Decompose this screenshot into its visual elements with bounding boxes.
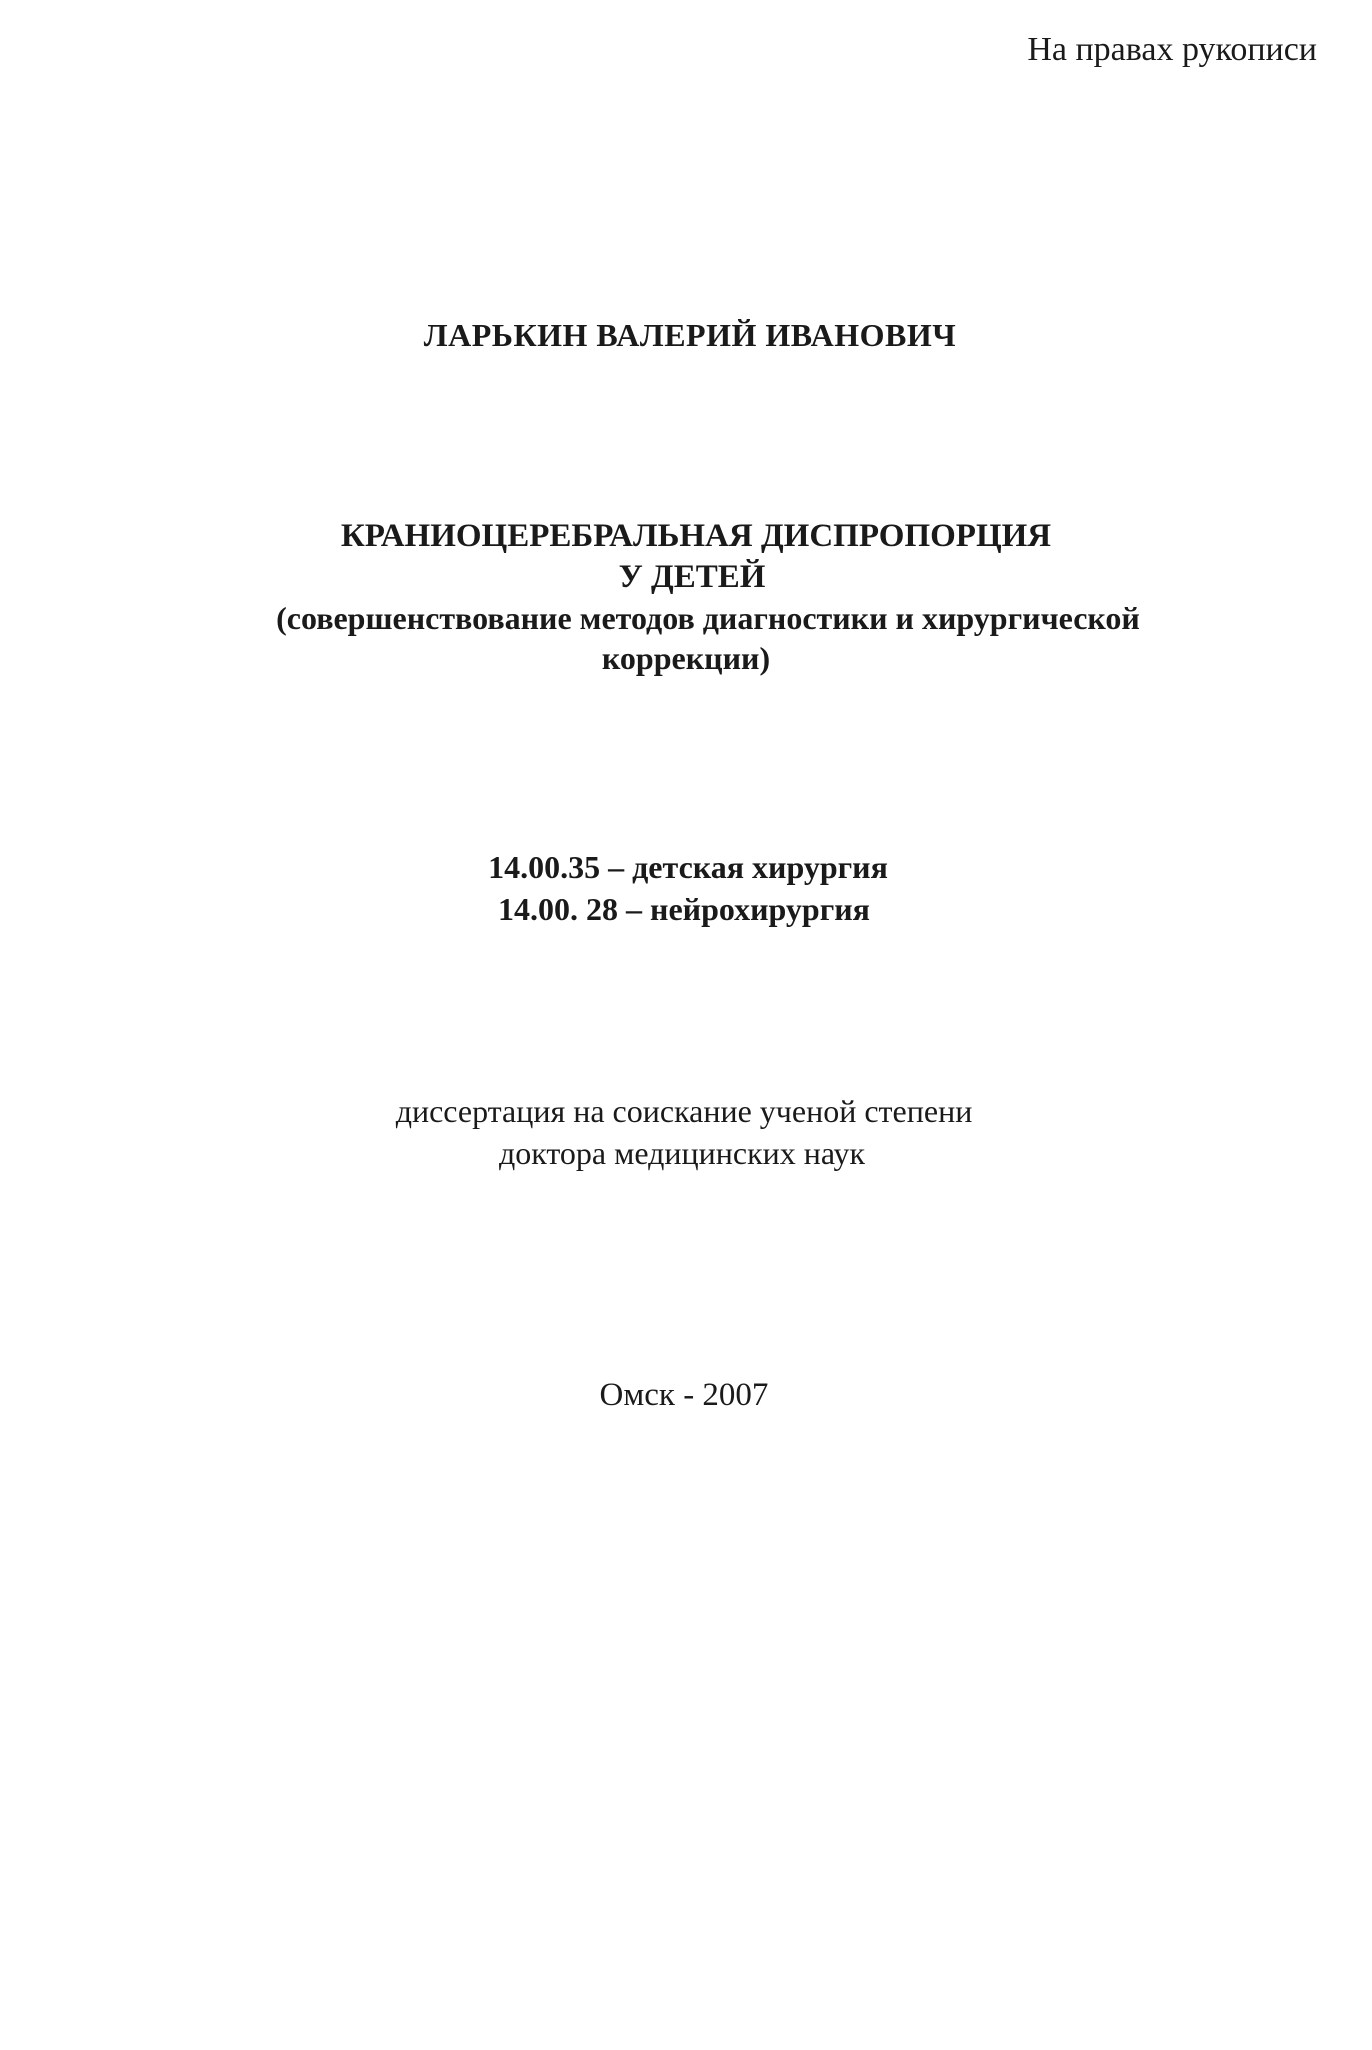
title-line-4: коррекции) [601,640,771,676]
place-year-block [0,1375,1372,1415]
dissertation-title [0,516,1372,678]
place-year: Омск - 2007 [599,1377,769,1413]
degree-line-1: диссертация на соискание ученой степени [395,1093,973,1129]
specialty-line: 14.00.35 – детская хирургия [488,849,888,885]
title-line-1: КРАНИОЦЕРЕБРАЛЬНАЯ ДИСПРОПОРЦИЯ [340,518,1052,554]
degree-line-2: доктора медицинских наук [498,1135,866,1171]
specialty-line: 14.00. 28 – нейрохирургия [498,891,870,927]
title-line-3: (совершенствование методов диагностики и хирургической [276,600,1140,636]
author-name-block [0,315,1372,355]
author-name: ЛАРЬКИН ВАЛЕРИЙ ИВАНОВИЧ [423,317,957,353]
specialty-codes [0,846,1372,930]
title-line-2: У ДЕТЕЙ [618,559,766,595]
manuscript-note: На правах рукописи [1027,31,1317,68]
degree-statement [0,1090,1372,1174]
